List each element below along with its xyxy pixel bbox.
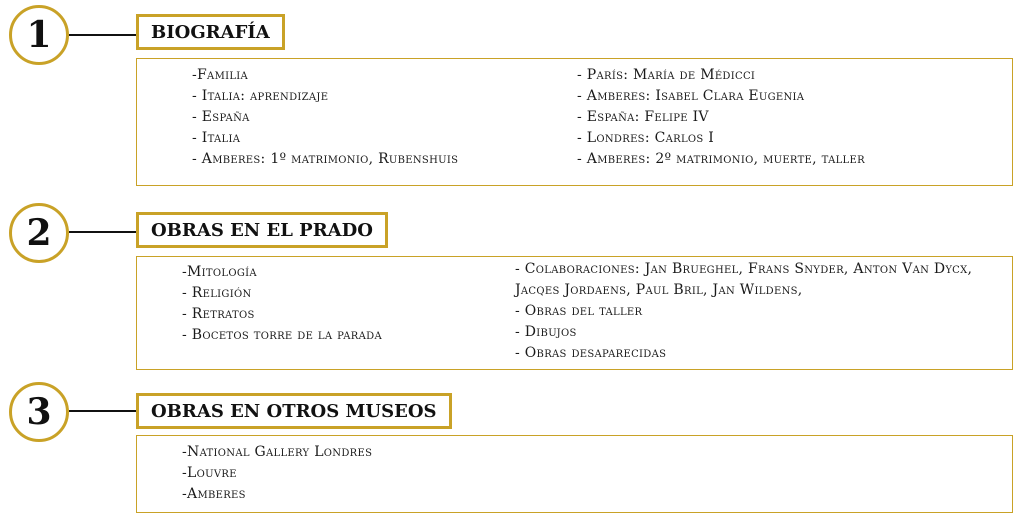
list-item: - Obras desaparecidas bbox=[515, 345, 667, 361]
list-item: - Colaboraciones: Jan Brueghel, Frans Snyder, Anton Van Dycx, Jacqes Jordaens, Paul Bril, Jan Wildens, bbox=[515, 261, 973, 298]
list-item: - Religión bbox=[182, 285, 252, 301]
list-item: -Louvre bbox=[182, 465, 237, 481]
section-2-title: OBRAS EN EL PRADO bbox=[136, 212, 388, 248]
section-3-connector bbox=[69, 410, 137, 412]
section-3-left-column bbox=[182, 442, 372, 505]
list-item: - Londres: Carlos I bbox=[577, 130, 715, 146]
section-3-number: 3 bbox=[9, 382, 69, 442]
section-3-content-box bbox=[136, 435, 1013, 513]
section-1-connector bbox=[69, 34, 137, 36]
list-item: - Obras del taller bbox=[515, 303, 643, 319]
list-item: - Italia bbox=[192, 130, 241, 146]
list-item: - España: Felipe IV bbox=[577, 109, 709, 125]
section-1-title: BIOGRAFÍA bbox=[136, 14, 285, 50]
section-3-title: OBRAS EN OTROS MUSEOS bbox=[136, 393, 452, 429]
section-1-left-column bbox=[192, 65, 458, 170]
list-item: -Amberes bbox=[182, 486, 246, 502]
list-item: - Bocetos torre de la parada bbox=[182, 327, 382, 343]
list-item: -Familia bbox=[192, 67, 249, 83]
section-2-left-column bbox=[182, 262, 382, 346]
section-2-content-box bbox=[136, 256, 1013, 370]
section-1-number: 1 bbox=[9, 5, 69, 65]
list-item: - Amberes: 2º matrimonio, muerte, taller bbox=[577, 151, 865, 167]
section-1-content-box bbox=[136, 58, 1013, 186]
section-2-connector bbox=[69, 231, 137, 233]
section-2-number: 2 bbox=[9, 203, 69, 263]
list-item: - Amberes: Isabel Clara Eugenia bbox=[577, 88, 805, 104]
list-item: - Italia: aprendizaje bbox=[192, 88, 329, 104]
list-item: - Retratos bbox=[182, 306, 255, 322]
list-item: - España bbox=[192, 109, 250, 125]
list-item: - Amberes: 1º matrimonio, Rubenshuis bbox=[192, 151, 459, 167]
section-1-right-column bbox=[577, 65, 865, 170]
list-item: - París: María de Médicci bbox=[577, 67, 756, 83]
list-item: - Dibujos bbox=[515, 324, 577, 340]
list-item: -Mitología bbox=[182, 264, 257, 280]
list-item: -National Gallery Londres bbox=[182, 444, 373, 460]
section-2-right-column bbox=[515, 259, 1005, 364]
